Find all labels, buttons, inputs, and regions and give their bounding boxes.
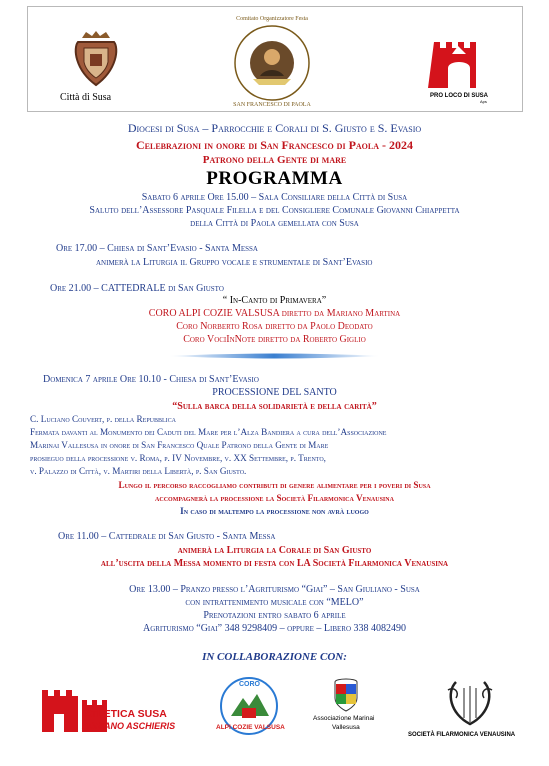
sun-line-5: Fermata davanti al Monumento dei Caduti del Mare per l’Alza Bandiera a cura dell’Associazione	[30, 427, 387, 437]
sun-line-18: Agriturismo “Giai” 348 9298409 – oppure – Libero 338 4082490	[142, 623, 407, 634]
sun-line-16: con intrattenimento musicale con “MELO”	[185, 597, 364, 608]
sat-line-8: CORO ALPI COZIE VALSUSA diretto da Mariano Martina	[148, 308, 401, 319]
sat-line-4: Ore 17.00 – Chiesa di Sant’Evasio - Santa Messa	[56, 243, 258, 254]
diocesi-line: Diocesi di Susa – Parrocchie e Corali di S. Giusto e S. Evasio	[127, 121, 422, 135]
sun-line-10: accompagnerà la processione la Società Filarmonica Venausina	[155, 493, 394, 503]
lyre-icon	[440, 676, 500, 730]
atletica-susa-castle-icon	[40, 684, 80, 732]
pro-loco-sub: Aps	[480, 99, 487, 104]
sun-line-14: all’uscita della Messa momento di festa con LA Società Filarmonica Venausina	[100, 558, 449, 569]
sun-line-13: animerà la Liturgia la Corale di San Giusto	[177, 545, 372, 556]
patrono-line: Patrono della Gente di mare	[202, 154, 347, 166]
sun-line-9: Lungo il percorso raccogliamo contributi di genere alimentare per i poveri di Susa	[118, 480, 431, 490]
filarmonica-caption: SOCIETÀ FILARMONICA VENAUSINA	[408, 732, 516, 738]
collab-title: IN COLLABORAZIONE CON:	[202, 651, 347, 663]
sun-line-15: Ore 13.00 – Pranzo presso l’Agriturismo “Giai” – San Giuliano - Susa	[129, 584, 420, 595]
atletica-susa-name: ATLETICA SUSA	[84, 708, 167, 720]
sat-line-9: Coro Norberto Rosa diretto da Paolo Deodato	[176, 321, 373, 332]
citta-di-susa-caption: Città di Susa	[60, 92, 112, 103]
sun-line-1: Domenica 7 aprile Ore 10.10 - Chiesa di Sant’Evasio	[43, 374, 259, 385]
marinai-crest-icon	[331, 676, 361, 712]
comitato-top-text: Comitato Organizzatore Festa	[236, 16, 308, 22]
sat-line-10: Coro VociInNote diretto da Roberto Giglio	[183, 334, 366, 345]
sat-line-2: Saluto dell’Assessore Pasquale Filella e del Consigliere Comunale Giovanni Chiappetta	[89, 205, 460, 216]
sun-line-11: In caso di maltempo la processione non avrà luogo	[180, 506, 369, 516]
sun-line-6: Marinai Vallesusa in onore di San Francesco Quale Patrono della Gente di Mare	[30, 440, 329, 450]
marinai-line1: Associazione Marinai	[313, 715, 375, 722]
marinai-line2: Vallesusa	[332, 724, 360, 731]
sun-line-2: PROCESSIONE DEL SANTO	[212, 387, 337, 398]
sat-line-5: animerà la Liturgia il Gruppo vocale e strumentale di Sant’Evasio	[96, 257, 373, 268]
coro-bottom: ALPI COZIE VALSUSA	[216, 724, 285, 731]
sat-line-6: Ore 21.00 – CATTEDRALE di San Giusto	[50, 283, 224, 294]
blue-divider	[168, 351, 380, 361]
page-title: PROGRAMMA	[206, 168, 343, 189]
sun-line-12: Ore 11.00 – Cattedrale di San Giusto - Santa Messa	[58, 531, 276, 542]
comitato-bottom-text: SAN FRANCESCO DI PAOLA	[233, 102, 311, 108]
sat-line-7: “ In-Canto di Primavera”	[222, 295, 327, 306]
celebrazioni-line: Celebrazioni in onore di San Francesco di Paola - 2024	[135, 138, 414, 152]
sun-line-3: “Sulla barca della solidarietà e della carità”	[172, 401, 377, 412]
sun-line-17: Prenotazioni entro sabato 6 aprile	[203, 610, 346, 621]
pro-loco-caption: PRO LOCO DI SUSA	[430, 93, 489, 99]
sun-line-8: v. Palazzo di Città, v. Martiri della Libertà, p. San Giusto.	[30, 466, 247, 476]
sun-line-4: C. Luciano Couvert, p. della Repubblica	[30, 414, 177, 424]
coro-top: CORO	[239, 681, 260, 688]
atletica-susa-sub: ADRIANO ASCHIERIS	[82, 721, 176, 731]
citta-di-susa-crest-icon	[68, 30, 124, 88]
comitato-festa-seal-icon	[233, 24, 311, 102]
sat-line-1: Sabato 6 aprile Ore 15.00 – Sala Consiliare della Città di Susa	[141, 192, 408, 203]
sat-line-3: della Città di Paola gemellata con Susa	[190, 218, 359, 229]
pro-loco-tower-icon	[428, 34, 490, 90]
sun-line-7: prosieguo della processione v. Roma, p. IV Novembre, v. XX Settembre, p. Trento,	[30, 453, 326, 463]
